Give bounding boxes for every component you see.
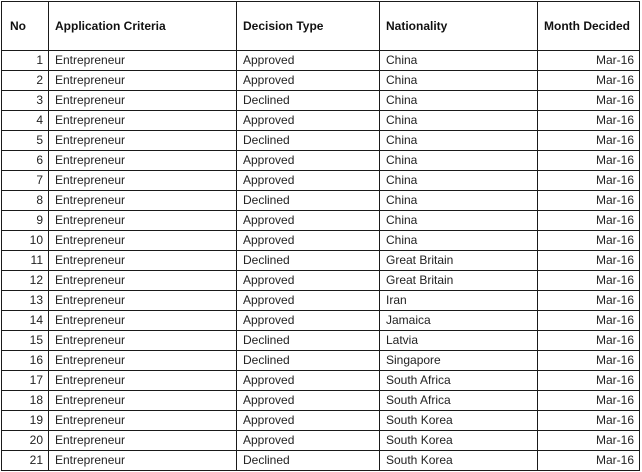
table-row [2,431,640,451]
cell-decision-type: Approved [237,51,380,71]
cell-nationality: Iran [380,291,538,311]
cell-nationality: China [380,191,538,211]
table-row [2,131,640,151]
cell-decision-type: Approved [237,211,380,231]
cell-nationality: China [380,91,538,111]
cell-month-decided: Mar-16 [538,251,640,271]
cell-application-criteria: Entrepreneur [49,91,237,111]
cell-decision-type: Approved [237,231,380,251]
cell-application-criteria: Entrepreneur [49,451,237,471]
cell-no: 8 [2,191,49,211]
cell-application-criteria: Entrepreneur [49,211,237,231]
cell-no: 6 [2,151,49,171]
cell-application-criteria: Entrepreneur [49,311,237,331]
column-header-application-criteria: Application Criteria [49,2,237,51]
column-header-decision-type: Decision Type [237,2,380,51]
cell-nationality: China [380,231,538,251]
cell-no: 18 [2,391,49,411]
cell-month-decided: Mar-16 [538,171,640,191]
table-row [2,151,640,171]
cell-decision-type: Declined [237,331,380,351]
cell-no: 17 [2,371,49,391]
table-row [2,171,640,191]
cell-no: 7 [2,171,49,191]
cell-no: 11 [2,251,49,271]
cell-decision-type: Approved [237,411,380,431]
cell-decision-type: Declined [237,191,380,211]
cell-no: 14 [2,311,49,331]
cell-month-decided: Mar-16 [538,351,640,371]
cell-application-criteria: Entrepreneur [49,171,237,191]
cell-decision-type: Declined [237,131,380,151]
cell-month-decided: Mar-16 [538,451,640,471]
table-row [2,291,640,311]
cell-decision-type: Declined [237,91,380,111]
cell-no: 16 [2,351,49,371]
table-row [2,111,640,131]
cell-month-decided: Mar-16 [538,311,640,331]
cell-no: 20 [2,431,49,451]
cell-month-decided: Mar-16 [538,211,640,231]
cell-nationality: Great Britain [380,271,538,291]
cell-nationality: China [380,211,538,231]
cell-decision-type: Approved [237,71,380,91]
cell-nationality: Latvia [380,331,538,351]
cell-month-decided: Mar-16 [538,131,640,151]
cell-no: 10 [2,231,49,251]
cell-decision-type: Approved [237,111,380,131]
cell-application-criteria: Entrepreneur [49,291,237,311]
cell-application-criteria: Entrepreneur [49,351,237,371]
cell-month-decided: Mar-16 [538,91,640,111]
cell-month-decided: Mar-16 [538,191,640,211]
cell-decision-type: Declined [237,451,380,471]
cell-month-decided: Mar-16 [538,71,640,91]
cell-nationality: China [380,171,538,191]
cell-no: 19 [2,411,49,431]
cell-decision-type: Declined [237,251,380,271]
table-row [2,51,640,71]
table-row [2,451,640,471]
cell-decision-type: Approved [237,391,380,411]
cell-application-criteria: Entrepreneur [49,151,237,171]
cell-month-decided: Mar-16 [538,111,640,131]
cell-application-criteria: Entrepreneur [49,191,237,211]
cell-nationality: South Korea [380,411,538,431]
cell-application-criteria: Entrepreneur [49,231,237,251]
table-row [2,331,640,351]
cell-application-criteria: Entrepreneur [49,251,237,271]
cell-application-criteria: Entrepreneur [49,411,237,431]
cell-no: 3 [2,91,49,111]
cell-application-criteria: Entrepreneur [49,131,237,151]
cell-decision-type: Declined [237,351,380,371]
cell-application-criteria: Entrepreneur [49,111,237,131]
cell-month-decided: Mar-16 [538,411,640,431]
cell-no: 21 [2,451,49,471]
cell-application-criteria: Entrepreneur [49,331,237,351]
column-header-nationality: Nationality [380,2,538,51]
cell-month-decided: Mar-16 [538,331,640,351]
table-row [2,191,640,211]
cell-month-decided: Mar-16 [538,271,640,291]
cell-nationality: South Africa [380,371,538,391]
column-header-month-decided: Month Decided [538,2,640,51]
cell-decision-type: Approved [237,271,380,291]
cell-month-decided: Mar-16 [538,431,640,451]
cell-application-criteria: Entrepreneur [49,271,237,291]
cell-decision-type: Approved [237,311,380,331]
table-body [2,51,640,471]
cell-nationality: China [380,51,538,71]
cell-no: 4 [2,111,49,131]
table-row [2,391,640,411]
cell-no: 15 [2,331,49,351]
cell-nationality: China [380,71,538,91]
cell-no: 5 [2,131,49,151]
cell-nationality: South Korea [380,431,538,451]
cell-no: 9 [2,211,49,231]
cell-nationality: Singapore [380,351,538,371]
cell-application-criteria: Entrepreneur [49,71,237,91]
table-row [2,371,640,391]
cell-decision-type: Approved [237,171,380,191]
cell-month-decided: Mar-16 [538,51,640,71]
cell-no: 13 [2,291,49,311]
cell-nationality: South Africa [380,391,538,411]
table-row [2,211,640,231]
cell-month-decided: Mar-16 [538,151,640,171]
cell-nationality: Great Britain [380,251,538,271]
cell-decision-type: Approved [237,371,380,391]
cell-no: 12 [2,271,49,291]
cell-no: 2 [2,71,49,91]
table-row [2,311,640,331]
table-row [2,231,640,251]
cell-nationality: China [380,111,538,131]
table-row [2,91,640,111]
cell-nationality: China [380,151,538,171]
cell-no: 1 [2,51,49,71]
cell-nationality: China [380,131,538,151]
column-header-no: No [2,2,49,51]
table-row [2,411,640,431]
table-row [2,71,640,91]
cell-decision-type: Approved [237,431,380,451]
cell-decision-type: Approved [237,291,380,311]
table-row [2,251,640,271]
cell-month-decided: Mar-16 [538,231,640,251]
cell-month-decided: Mar-16 [538,371,640,391]
header-row [2,2,640,51]
cell-application-criteria: Entrepreneur [49,391,237,411]
cell-month-decided: Mar-16 [538,391,640,411]
cell-application-criteria: Entrepreneur [49,51,237,71]
cell-month-decided: Mar-16 [538,291,640,311]
cell-nationality: South Korea [380,451,538,471]
cell-application-criteria: Entrepreneur [49,431,237,451]
cell-nationality: Jamaica [380,311,538,331]
table-row [2,351,640,371]
table-row [2,271,640,291]
cell-application-criteria: Entrepreneur [49,371,237,391]
cell-decision-type: Approved [237,151,380,171]
decisions-table [1,1,640,471]
